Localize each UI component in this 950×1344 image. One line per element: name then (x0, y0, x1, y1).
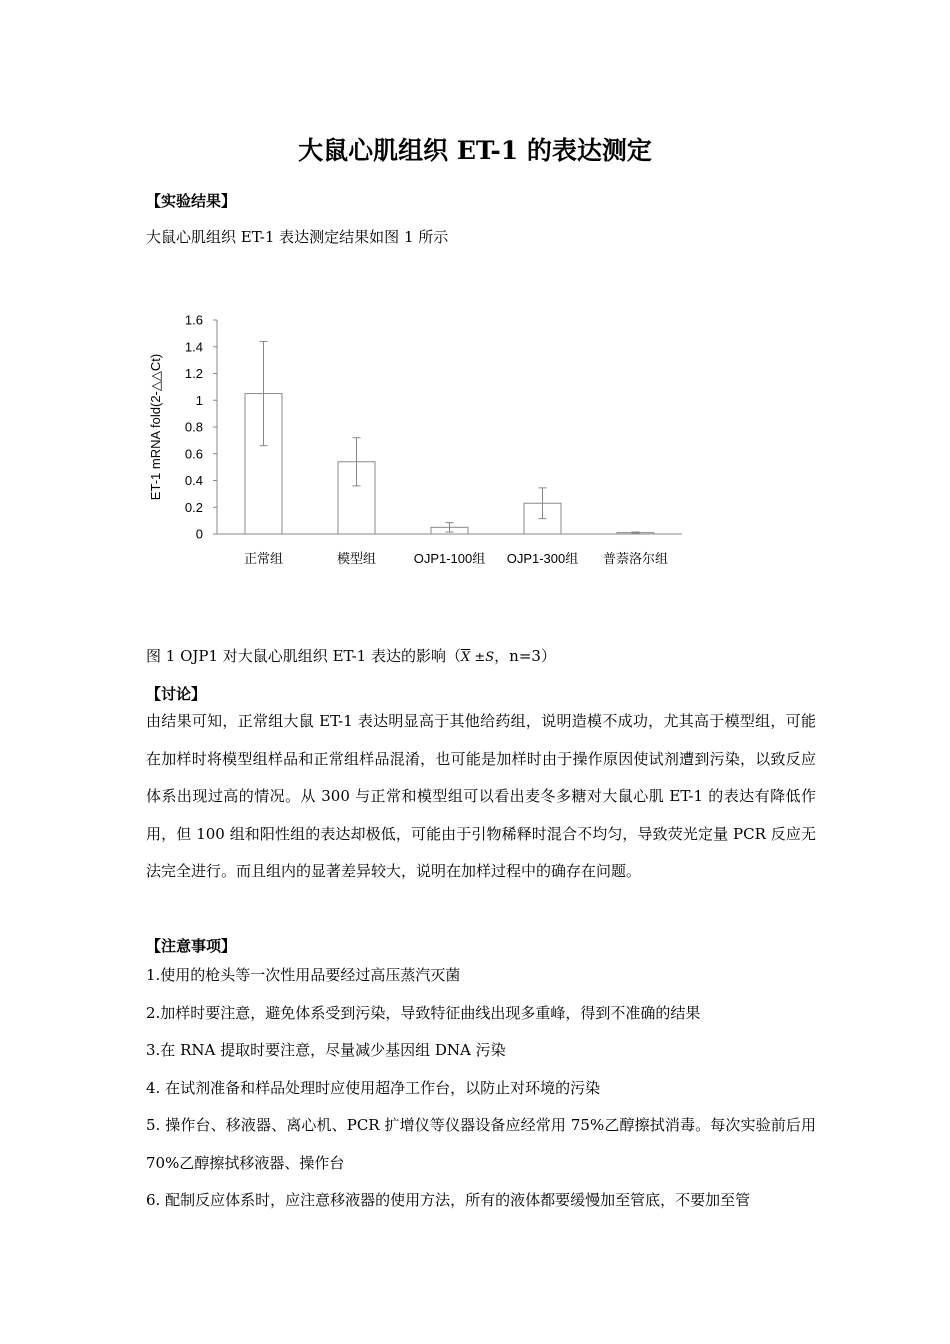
caption-prefix: 图 1 OJP1 对大鼠心肌组织 ET-1 表达的影响（ (146, 647, 461, 665)
y-tick-label: 1.4 (184, 339, 203, 355)
note-item: 6. 配制反应体系时，应注意移液器的使用方法，所有的液体都要缓慢加至管底，不要加至管 (146, 1191, 751, 1209)
page-title: 大鼠心肌组织 ET-1 的表达测定 (298, 136, 652, 165)
figure-caption (146, 645, 556, 666)
discussion-text: 由结果可知，正常组大鼠 ET-1 表达明显高于其他给药组，说明造模不成功，尤其高于模型组，可能在加样时将模型组样品和正常组样品混淆，也可能是加样时由于操作原因使试剂遭到污染，以致反应体系出现过高的情况。从 300 与正常和模型组可以看出麦冬多糖对大鼠心肌 ET-1 的表达有降低作用，但 100 组和阳性组的表达却极低，可能由于引物稀释时混合不均匀，导致荧光定量 PCR 反应无法完全进行。而且组内的显著差异较大，说明在加样过程中的确存在问题。 (146, 712, 816, 880)
caption-suffix: ，n=3） (494, 647, 556, 665)
x-tick-label: 普萘洛尔组 (602, 551, 669, 566)
y-tick-label: 1 (195, 392, 203, 408)
note-item: 1.使用的枪头等一次性用品要经过高压蒸汽灭菌 (146, 966, 461, 984)
note-item: 3.在 RNA 提取时要注意，尽量减少基因组 DNA 污染 (146, 1041, 506, 1059)
y-tick-label: 0.8 (184, 419, 203, 435)
results-heading: 【实验结果】 (146, 192, 237, 210)
notes-list (146, 957, 816, 1220)
y-tick-label: 0.2 (184, 499, 203, 515)
caption-xbar: $\overline{X}$ (460, 650, 471, 665)
y-tick-label: 1.2 (184, 366, 203, 381)
note-item: 5. 操作台、移液器、离心机、PCR 扩增仪等仪器设备应经常用 75%乙醇擦拭消毒。每次实验前后用 70%乙醇擦拭移液器、操作台 (146, 1116, 816, 1172)
x-tick-label: OJP1-100组 (413, 551, 486, 566)
x-tick-label: OJP1-300组 (506, 551, 579, 566)
y-axis-label: ET-1 mRNA fold(2-△△Ct) (148, 353, 163, 501)
discussion-heading: 【讨论】 (146, 685, 207, 703)
results-intro: 大鼠心肌组织 ET-1 表达测定结果如图 1 所示 (146, 228, 449, 246)
caption-pm: ±S (470, 650, 495, 665)
note-item: 2.加样时要注意，避免体系受到污染，导致特征曲线出现多重峰，得到不准确的结果 (146, 1003, 701, 1022)
y-tick-label: 0 (195, 526, 203, 542)
x-tick-label: 模型组 (336, 551, 377, 566)
bar-chart (140, 305, 700, 585)
y-tick-label: 0.6 (184, 446, 203, 462)
notes-heading: 【注意事项】 (146, 937, 237, 955)
note-item: 4. 在试剂准备和样品处理时应使用超净工作台，以防止对环境的污染 (146, 1078, 601, 1097)
y-tick-label: 0.4 (184, 473, 203, 488)
x-tick-label: 正常组 (243, 551, 284, 566)
y-tick-label: 1.6 (184, 312, 203, 328)
